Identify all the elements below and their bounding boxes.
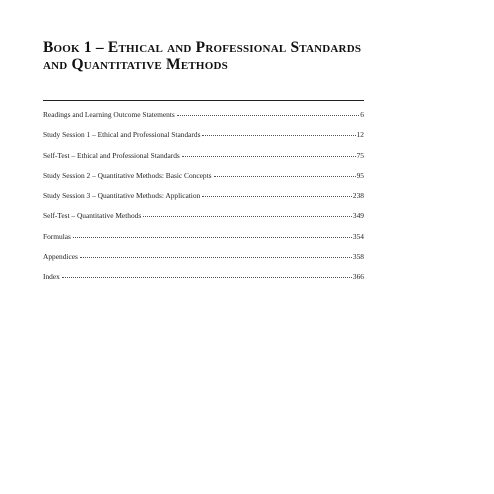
toc-entry <box>43 252 364 272</box>
toc-dot-leader <box>202 196 352 197</box>
toc-dot-leader <box>73 237 352 238</box>
toc-entry-label: Appendices <box>43 252 78 262</box>
toc-entry <box>43 232 364 252</box>
toc-entry <box>43 272 364 292</box>
toc-dot-leader <box>214 176 356 177</box>
toc-entry-label: Readings and Learning Outcome Statements <box>43 110 175 119</box>
toc-entry-page-number: 358 <box>352 252 364 262</box>
toc-entry <box>43 171 364 191</box>
title-rule <box>43 100 364 101</box>
table-of-contents <box>43 110 364 293</box>
toc-entry-page-number: 95 <box>356 170 364 180</box>
toc-entry-page-number: 366 <box>352 272 364 282</box>
toc-entry-page-number: 12 <box>356 130 364 140</box>
toc-entry-page-number: 75 <box>356 150 364 160</box>
toc-entry-label: Study Session 3 – Quantitative Methods: Application <box>43 191 201 201</box>
toc-dot-leader <box>62 277 352 278</box>
toc-entry-label: Formulas <box>43 231 71 241</box>
book-title: Book 1 – Ethical and Professional Standards and Quantitative Methods <box>43 39 362 73</box>
toc-entry-page-number: 238 <box>352 191 364 201</box>
toc-entry-page-number: 349 <box>352 211 364 221</box>
toc-dot-leader <box>202 135 355 136</box>
toc-entry-label: Self-Test – Ethical and Professional Standards <box>43 150 180 160</box>
toc-entry-label: Index <box>43 272 60 282</box>
toc-entry <box>43 151 364 171</box>
toc-dot-leader <box>143 216 352 217</box>
toc-entry-label: Study Session 1 – Ethical and Professional Standards <box>43 130 201 140</box>
toc-dot-leader <box>182 156 356 157</box>
toc-dot-leader <box>177 115 360 116</box>
toc-entry-label: Study Session 2 – Quantitative Methods: Basic Concepts <box>43 170 212 180</box>
toc-entry-page-number: 354 <box>352 231 364 241</box>
toc-entry <box>43 191 364 211</box>
toc-dot-leader <box>80 257 352 258</box>
toc-entry <box>43 211 364 231</box>
toc-entry-label: Self-Test – Quantitative Methods <box>43 211 142 221</box>
toc-entry-page-number: 6 <box>360 110 364 119</box>
toc-entry <box>43 130 364 150</box>
toc-entry <box>43 110 364 130</box>
